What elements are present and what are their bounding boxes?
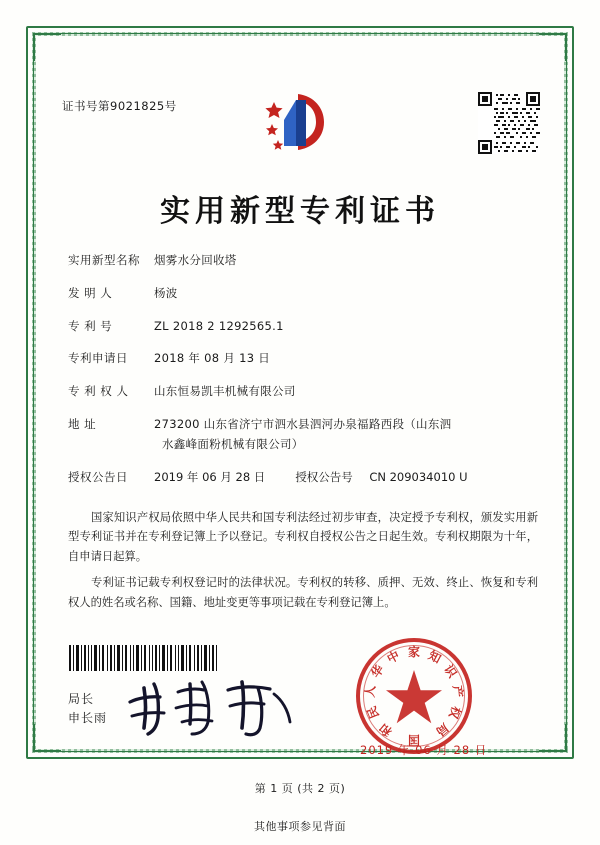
address-line-2: 水鑫峰面粉机械有限公司） (162, 437, 304, 451)
field-value: ZL 2018 2 1292565.1 (154, 318, 284, 333)
page-number: 第 1 页 (共 2 页) (254, 782, 346, 795)
footer-note: 其他事项参见背面 (254, 820, 346, 833)
signature-name-label: 申长雨 (68, 710, 108, 725)
certificate-number: 证书号第9021825号 (62, 99, 177, 113)
field-row-utility-model-name (68, 252, 540, 269)
corner-ornament-bottom-right (539, 724, 567, 752)
field-label: 授权公告日 (68, 469, 128, 484)
field-list (68, 252, 540, 502)
address-line-1: 273200 山东省济宁市泗水县泗河办泉福路西段（山东泗 (154, 416, 452, 431)
national-ip-office-seal-icon (352, 634, 476, 758)
field-value: CN 209034010 U (369, 469, 468, 484)
barcode-icon (68, 645, 218, 671)
svg-text:产: 产 (450, 684, 466, 699)
paragraph-registry-statement: 专利证书记载专利权登记时的法律状况。专利权的转移、质押、无效、终止、恢复和专利权人的姓名或名称、国籍、地址变更等事项记载在专利登记簿上。 (68, 576, 538, 609)
field-row-patent-number (68, 318, 540, 335)
seal-date: 2019 年 06 月 28 日 (360, 743, 488, 757)
field-value: 山东恒易凯丰机械有限公司 (154, 384, 296, 398)
field-label: 发 明 人 (68, 285, 113, 300)
field-label: 专 利 号 (68, 318, 113, 333)
grant-date-group (68, 469, 265, 486)
field-label: 专 利 权 人 (68, 384, 129, 398)
signature-title-label: 局长 (68, 692, 95, 706)
qr-code-icon (478, 92, 540, 154)
svg-text:识: 识 (441, 662, 460, 681)
field-value (154, 416, 540, 454)
paragraph-grant-statement: 国家知识产权局依照中华人民共和国专利法经过初步审查，决定授予专利权，颁发实用新型专利证书并在专利登记簿上予以登记。专利权自授权公告之日起生效。专利权期限为十年，自申请日起算。 (68, 511, 538, 563)
svg-text:知: 知 (426, 648, 444, 667)
field-row-application-date (68, 350, 540, 367)
field-label: 专利申请日 (68, 351, 128, 366)
field-value: 烟雾水分回收塔 (154, 253, 237, 267)
field-label: 授权公告号 (295, 469, 353, 484)
field-value: 2018 年 08 月 13 日 (154, 351, 271, 366)
field-value: 2019 年 06 月 28 日 (154, 469, 266, 484)
svg-text:民: 民 (364, 704, 382, 721)
field-row-address (68, 416, 540, 454)
field-label: 地 址 (68, 416, 97, 431)
corner-ornament-top-left (33, 33, 61, 61)
svg-text:中: 中 (384, 648, 402, 667)
svg-text:人: 人 (362, 684, 378, 699)
handwritten-signature-icon (124, 678, 304, 740)
grant-number-group (295, 469, 467, 486)
corner-ornament-bottom-left (33, 724, 61, 752)
field-label: 实用新型名称 (68, 253, 140, 267)
signature-label-group (68, 690, 107, 727)
legal-text-block (68, 508, 538, 619)
patent-office-logo-icon (262, 86, 342, 158)
field-row-patentee (68, 383, 540, 400)
field-row-inventor (68, 285, 540, 302)
svg-text:权: 权 (446, 704, 464, 721)
field-row-grant-announcement (68, 469, 540, 486)
svg-text:局: 局 (433, 720, 452, 739)
svg-text:家: 家 (407, 645, 421, 659)
page-title: 实用新型专利证书 (160, 194, 440, 229)
svg-text:国: 国 (407, 733, 421, 747)
svg-text:和: 和 (376, 720, 395, 739)
svg-text:华: 华 (368, 662, 387, 681)
corner-ornament-top-right (539, 33, 567, 61)
field-value: 杨波 (154, 285, 178, 300)
